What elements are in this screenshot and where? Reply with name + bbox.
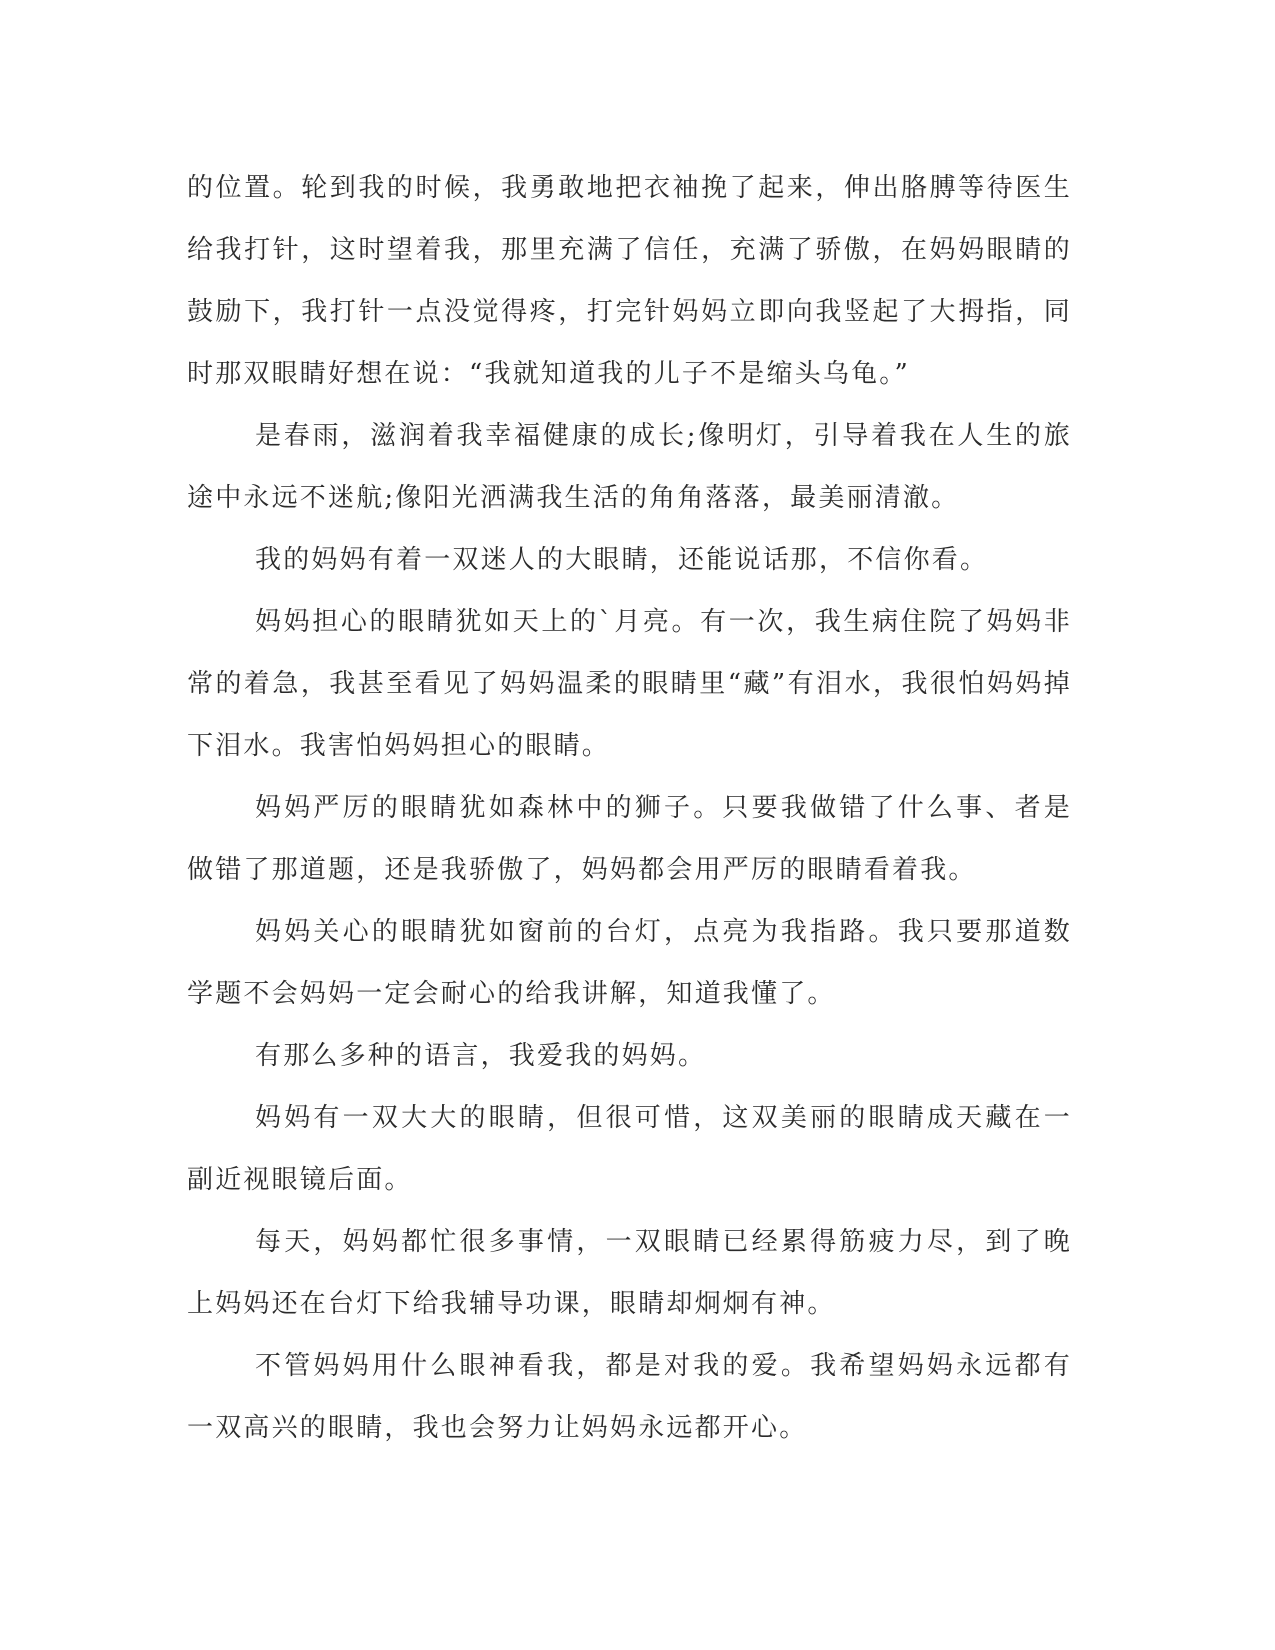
paragraph-2: 是春雨，滋润着我幸福健康的成长;像明灯，引导着我在人生的旅途中永远不迷航;像阳光洒满我生活的角角落落，最美丽清澈。 bbox=[187, 421, 1072, 513]
paragraph-5: 妈妈严厉的眼睛犹如森林中的狮子。只要我做错了什么事、者是做错了那道题，还是我骄傲了，妈妈都会用严厉的眼睛看着我。 bbox=[187, 793, 1072, 885]
paragraph-9: 每天，妈妈都忙很多事情，一双眼睛已经累得筋疲力尽，到了晚上妈妈还在台灯下给我辅导功课，眼睛却炯炯有神。 bbox=[187, 1227, 1072, 1319]
paragraph-3: 我的妈妈有着一双迷人的大眼睛，还能说话那，不信你看。 bbox=[255, 545, 989, 575]
paragraph-1: 的位置。轮到我的时候，我勇敢地把衣袖挽了起来，伸出胳膊等待医生给我打针，这时望着我，那里充满了信任，充满了骄傲，在妈妈眼睛的鼓励下，我打针一点没觉得疼，打完针妈妈立即向我竖起了大拇指，同时那双眼睛好想在说：“我就知道我的儿子不是缩头乌龟。” bbox=[187, 173, 1072, 389]
paragraph-10: 不管妈妈用什么眼神看我，都是对我的爱。我希望妈妈永远都有一双高兴的眼睛，我也会努力让妈妈永远都开心。 bbox=[187, 1351, 1072, 1443]
document-body bbox=[187, 157, 1072, 1459]
paragraph-7: 有那么多种的语言，我爱我的妈妈。 bbox=[255, 1041, 707, 1071]
paragraph-8: 妈妈有一双大大的眼睛，但很可惜，这双美丽的眼睛成天藏在一副近视眼镜后面。 bbox=[187, 1103, 1072, 1195]
paragraph-6: 妈妈关心的眼睛犹如窗前的台灯，点亮为我指路。我只要那道数学题不会妈妈一定会耐心的给我讲解，知道我懂了。 bbox=[187, 917, 1072, 1009]
paragraph-4: 妈妈担心的眼睛犹如天上的`月亮。有一次，我生病住院了妈妈非常的着急，我甚至看见了妈妈温柔的眼睛里“藏”有泪水，我很怕妈妈掉下泪水。我害怕妈妈担心的眼睛。 bbox=[187, 607, 1072, 761]
